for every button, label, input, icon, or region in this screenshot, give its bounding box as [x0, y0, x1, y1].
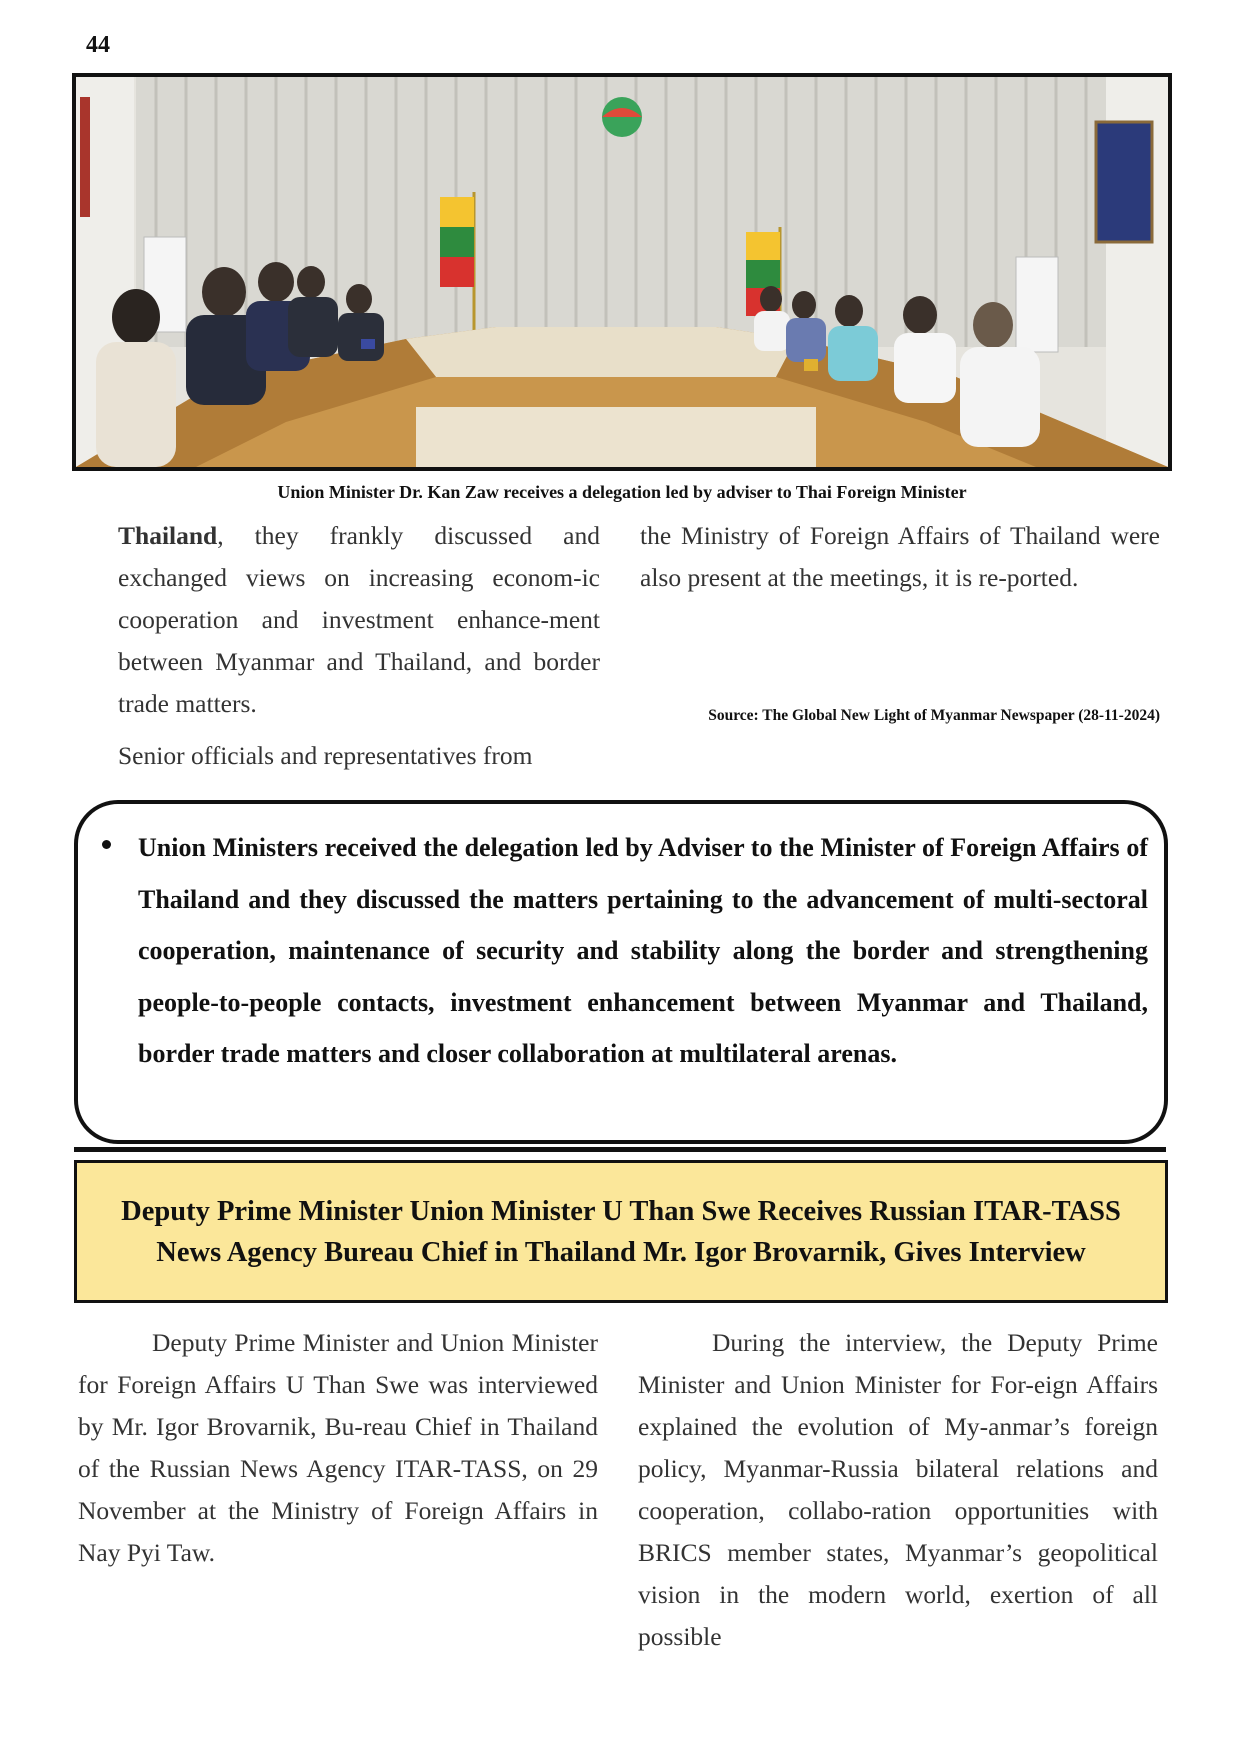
- page-number: 44: [86, 32, 110, 58]
- bullet-icon: [102, 840, 111, 849]
- article2-headline: Deputy Prime Minister Union Minister U Than Swe Receives Russian ITAR-TASS News Agency Bureau Chief in Thailand Mr. Igor Brovarnik, Gives Interview: [121, 1195, 1121, 1268]
- key-points-box: [74, 800, 1168, 1144]
- article1-left-paragraph-2: Senior officials and representatives from: [118, 741, 533, 770]
- article2-left-paragraph-1: Deputy Prime Minister and Union Minister for Foreign Affairs U Than Swe was interviewed by Mr. Igor Brovarnik, Bu-reau Chief in Thailand of the Russian News Agency ITAR-TASS, on 29 November at the Ministry of Foreign Affairs in Nay Pyi Taw.: [78, 1328, 598, 1567]
- meeting-photo-illustration: [76, 77, 1168, 467]
- article2-right-column: [638, 1322, 1158, 1658]
- key-point-item: Union Ministers received the delegation led by Adviser to the Minister of Foreign Affairs of Thailand and they discussed the matters pertaining to the advancement of multi-sectoral cooperation, maintenance of security and stability along the border and strengthening people-to-people contacts, investment enhancement between Myanmar and Thailand, border trade matters and closer collaboration at multilateral arenas.: [138, 833, 1148, 1068]
- article1-left-paragraph-1: [118, 515, 600, 725]
- article1-left-text: , they frankly discussed and exchanged views on increasing econom-ic cooperation and investment enhance-ment between Myanmar and Thailand, and border trade matters.: [118, 521, 600, 718]
- article1-bold-lead: Thailand: [118, 521, 218, 550]
- article2-left-column: [78, 1322, 598, 1574]
- article1-right-column: [640, 515, 1160, 599]
- meeting-photo: [72, 73, 1172, 471]
- article2-right-paragraph-1: During the interview, the Deputy Prime Minister and Union Minister for For-eign Affairs explained the evolution of My-anmar’s foreign policy, Myanmar-Russia bilateral relations and cooperation, collabo-ration opportunities with BRICS member states, Myanmar’s geopolitical vision in the modern world, exertion of all possible: [638, 1328, 1158, 1651]
- article2-headline-banner: [74, 1160, 1168, 1303]
- source-note: Source: The Global New Light of Myanmar Newspaper (28-11-2024): [708, 707, 1160, 724]
- photo-caption: Union Minister Dr. Kan Zaw receives a delegation led by adviser to Thai Foreign Minister: [277, 482, 967, 502]
- article1-left-column: [118, 515, 600, 777]
- section-divider: [74, 1147, 1166, 1152]
- article1-right-paragraph-1: the Ministry of Foreign Affairs of Thailand were also present at the meetings, it is re-ported.: [640, 521, 1160, 592]
